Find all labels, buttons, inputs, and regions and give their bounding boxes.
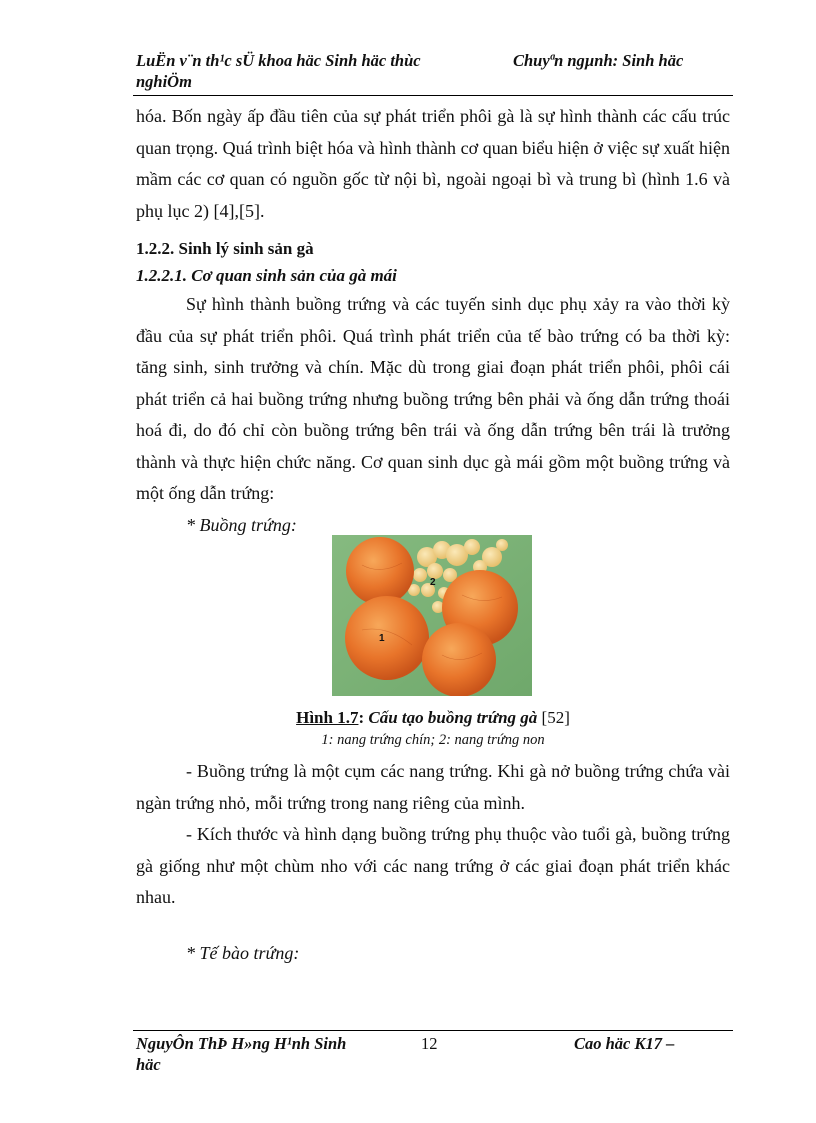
page-header bbox=[136, 50, 732, 94]
page-number: 12 bbox=[421, 1034, 438, 1053]
footer-course: Cao häc K17 – bbox=[574, 1034, 675, 1053]
main-paragraph: Sự hình thành buồng trứng và các tuyến sinh dục phụ xảy ra vào thời kỳ đầu của sự phát triển phôi. Quá trình phát triển của tế bào trứng có ba thời kỳ: tăng sinh, sinh trưởng và chín. Mặc dù trong giai đoạn phát triển phôi, phôi cái phát triển cả hai buồng trứng nhưng buồng trứng bên phải và ống dẫn trứng thoái hoá đi, do đó chỉ còn buồng trứng bên trái và ống dẫn trứng bên trái là trưởng thành và thực hiện chức năng. Cơ quan sinh dục gà mái gồm một buồng trứng và một ống dẫn trứng: bbox=[136, 294, 730, 503]
header-thesis-title: LuËn v¨n th¹c sÜ khoa häc Sinh häc thùc nghiÖm bbox=[136, 51, 421, 91]
main-content bbox=[136, 101, 730, 541]
ovary-photo bbox=[332, 535, 532, 696]
intro-paragraph: hóa. Bốn ngày ấp đầu tiên của sự phát triển phôi gà là sự hình thành các cấu trúc quan trọng. Quá trình biệt hóa và hình thành cơ quan biểu hiện ở việc sự xuất hiện mầm các cơ quan có nguồn gốc từ nội bì, ngoài ngoại bì và trung bì (hình 1.6 và phụ lục 2) [4],[5]. bbox=[136, 106, 730, 221]
egg-cell-label: * Tế bào trứng: bbox=[186, 943, 300, 963]
header-specialty: Chuyªn ngµnh: Sinh häc bbox=[513, 51, 684, 70]
bullet-paragraph-1: - Buồng trứng là một cụm các nang trứng. Khi gà nở buồng trứng chứa vài ngàn trứng nhỏ, mỗi trứng trong nang riêng của mình. bbox=[136, 761, 730, 813]
figure-subcaption: 1: nang trứng chín; 2: nang trứng non bbox=[321, 732, 545, 748]
footer-author: NguyÔn ThÞ H»ng H¹nh Sinh häc bbox=[136, 1034, 347, 1074]
ovary-illustration bbox=[332, 535, 532, 696]
bullet-paragraph-2: - Kích thước và hình dạng buồng trứng phụ thuộc vào tuổi gà, buồng trứng gà giống như một chùm nho với các nang trứng ở các giai đoạn phát triển khác nhau. bbox=[136, 824, 730, 907]
header-divider bbox=[133, 95, 733, 96]
page-footer bbox=[136, 1033, 732, 1081]
figure-label-1: 1 bbox=[379, 633, 385, 644]
footer-divider bbox=[133, 1030, 733, 1031]
figure-label-2: 2 bbox=[430, 577, 436, 588]
ovary-label: * Buồng trứng: bbox=[186, 514, 297, 535]
figure-reference: [52] bbox=[537, 708, 570, 727]
figure-caption bbox=[136, 707, 730, 729]
main-content-continued bbox=[136, 756, 730, 914]
figure-title: Cấu tạo buồng trứng gà bbox=[368, 708, 538, 727]
figure-number: Hình 1.7 bbox=[296, 708, 359, 727]
figure-caption-colon: : bbox=[358, 708, 369, 727]
subsection-heading: 1.2.2.1. Cơ quan sinh sản của gà mái bbox=[136, 266, 397, 285]
section-heading: 1.2.2. Sinh lý sinh sản gà bbox=[136, 239, 314, 258]
